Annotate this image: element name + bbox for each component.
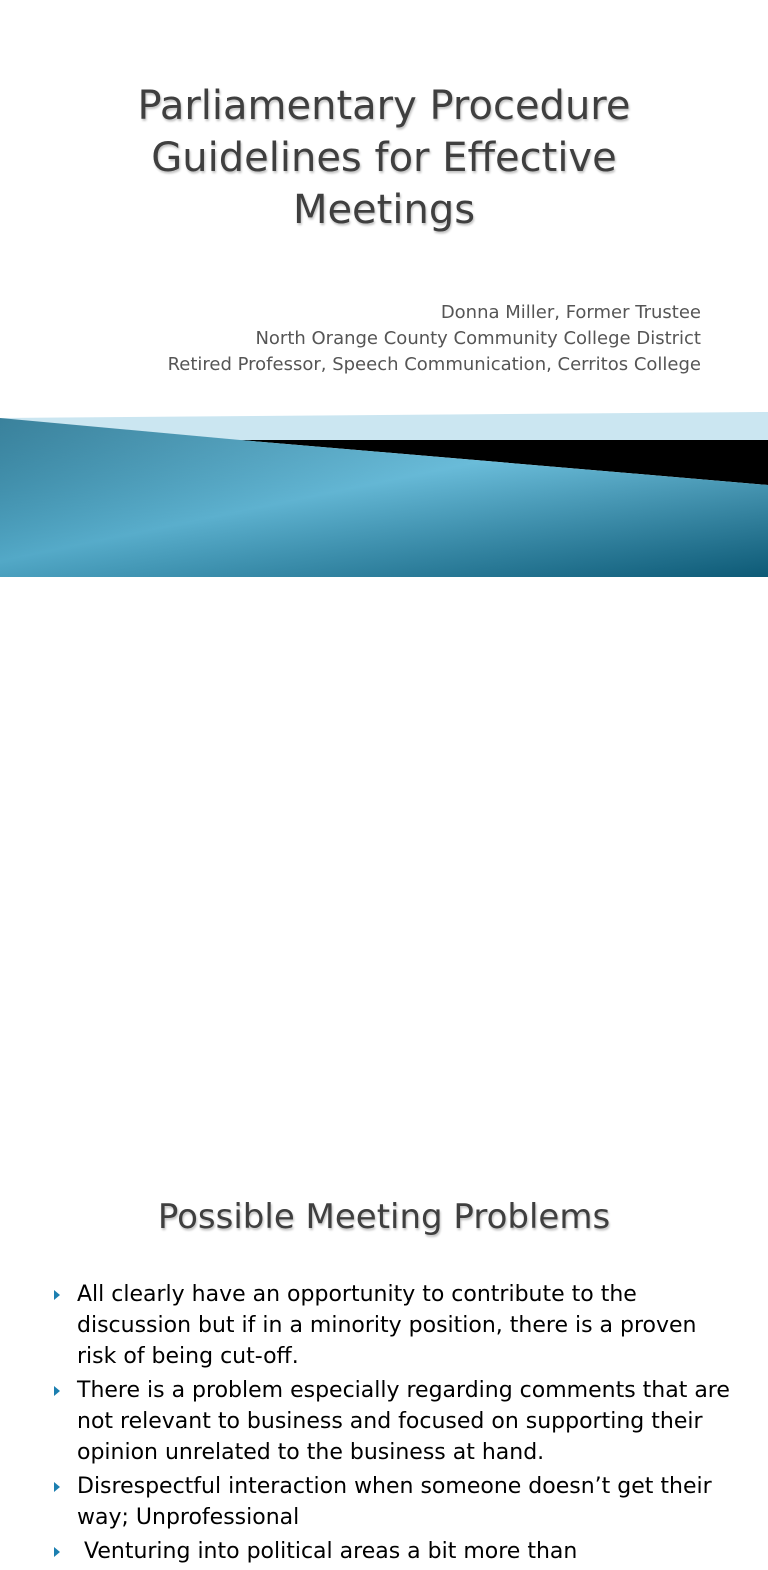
triangle-right-icon (54, 1386, 60, 1396)
bullet-text: Disrespectful interaction when someone doesn’t get their way; Unprofessional (77, 1474, 712, 1530)
presenter-info (168, 300, 701, 378)
presenter-role: Retired Professor, Speech Communication, Cerritos College (167, 354, 701, 375)
list-item (52, 1279, 732, 1372)
bullet-list (52, 1279, 732, 1570)
bullet-text: There is a problem especially regarding comments that are not relevant to business and focused on supporting their opinion unrelated to the business at hand. (77, 1378, 730, 1465)
slide-title: Possible Meeting Problems (157, 1197, 611, 1237)
title-line: Guidelines for Effective (151, 135, 617, 181)
presenter-affiliation: North Orange County Community College District (255, 328, 701, 349)
triangle-right-icon (54, 1482, 60, 1492)
title-slide (0, 0, 768, 577)
bullet-text: All clearly have an opportunity to contribute to the discussion but if in a minority position, there is a proven risk of being cut-off. (77, 1282, 697, 1369)
list-item (52, 1536, 732, 1567)
list-item (52, 1471, 732, 1533)
slide-title (40, 80, 728, 236)
content-slide (0, 577, 768, 1564)
title-line: Meetings (292, 187, 476, 233)
bullet-text: Venturing into political areas a bit more than (77, 1539, 578, 1564)
title-line: Parliamentary Procedure (137, 83, 631, 129)
decorative-wave-band (0, 390, 768, 577)
list-item (52, 1375, 732, 1468)
triangle-right-icon (54, 1290, 60, 1300)
triangle-right-icon (54, 1547, 60, 1557)
presenter-name: Donna Miller, Former Trustee (440, 302, 701, 323)
